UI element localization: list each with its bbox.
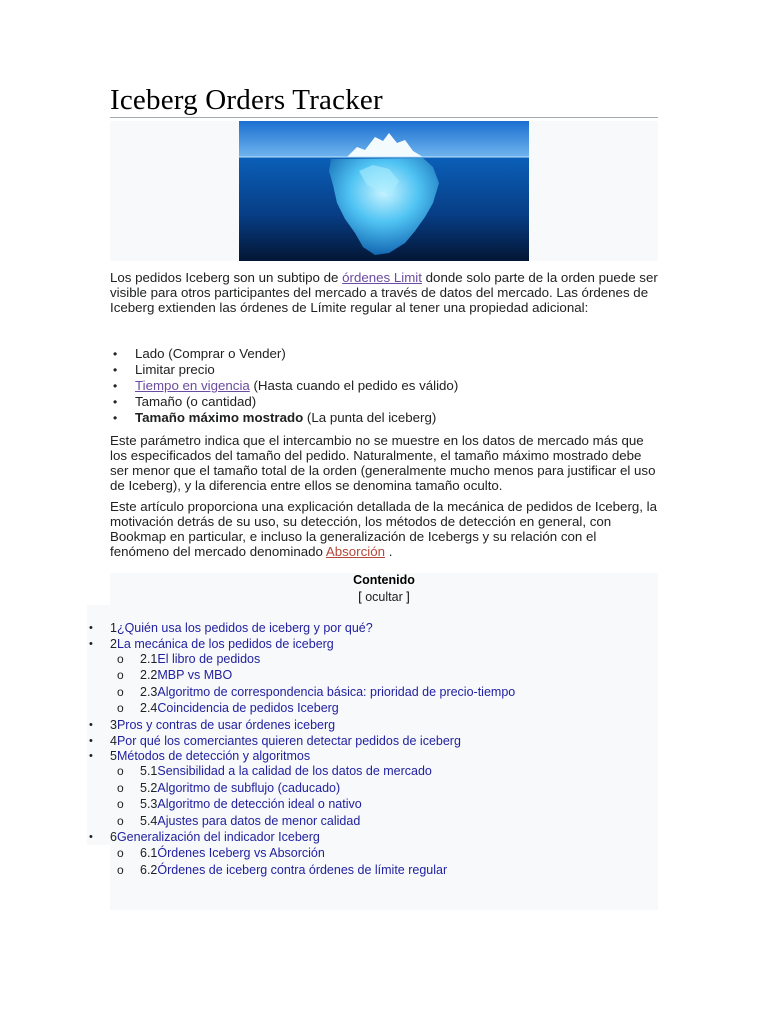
toc-item-marker: • (89, 831, 93, 843)
list-item: • Tamaño (o cantidad) (110, 394, 458, 410)
toc-hide-label[interactable]: ocultar (365, 590, 403, 604)
toc-item-marker: • (89, 622, 93, 634)
toc-item[interactable] (140, 764, 432, 779)
list-item: • Tamaño máximo mostrado (La punta del iceberg) (110, 410, 458, 426)
intro-text: Los pedidos Iceberg son un subtipo de (110, 270, 343, 285)
toc-item-number: 2.2 (140, 668, 158, 682)
toc-subitem-marker: o (117, 797, 124, 811)
toc-item-number: 1 (110, 621, 117, 635)
toc-item-number: 5.2 (140, 781, 158, 795)
article-overview-paragraph: Este artículo proporciona una explicación detallada de la mecánica de pedidos de Iceberg, la motivación detrás de su uso, su detección, los métodos de detección en general, con Bookmap en particular, e incluso la generalización de Icebergs y su relación con el fenómeno del mercado denominado Absorción . (110, 499, 658, 559)
toc-item-marker: • (89, 750, 93, 762)
toc-item-number: 5 (110, 749, 117, 763)
toc-subitem-marker: o (117, 668, 124, 682)
toc-item-link[interactable]: La mecánica de los pedidos de iceberg (116, 637, 334, 651)
toc-item-number: 5.3 (140, 797, 158, 811)
toc-item-link[interactable]: Órdenes Iceberg vs Absorción (157, 846, 325, 860)
toc-item[interactable] (110, 749, 310, 764)
toc-subitem-marker: o (117, 701, 124, 715)
intro-paragraph (110, 271, 658, 316)
toc-subitem-marker: o (117, 863, 124, 877)
toc-item-number: 6.2 (140, 863, 158, 877)
order-properties-list (110, 346, 458, 426)
toc-item[interactable] (110, 637, 334, 652)
parameter-paragraph: Este parámetro indica que el intercambio no se muestre en los datos de mercado más que los especificados del tamaño del pedido. Naturalmente, el tamaño máximo mostrado debe ser menor que el tamaño total de la orden (generalmente mucho menos para justificar el uso de Iceberg), y la diferencia entre ellos se denomina tamaño oculto. (110, 433, 656, 493)
toc-item-link[interactable]: Pros y contras de usar órdenes iceberg (116, 718, 336, 732)
toc-item-link[interactable]: Algoritmo de correspondencia básica: prioridad de precio-tiempo (157, 685, 516, 699)
toc-item-number: 2.4 (140, 701, 158, 715)
toc-item[interactable] (140, 668, 232, 683)
toc-title: Contenido (353, 573, 415, 587)
toc-item-link[interactable]: Sensibilidad a la calidad de los datos de mercado (157, 764, 432, 778)
toc-item-link[interactable]: Algoritmo de subflujo (caducado) (157, 781, 341, 795)
toc-item-link[interactable]: Por qué los comerciantes quieren detectar pedidos de iceberg (116, 734, 461, 748)
toc-item-number: 4 (110, 734, 117, 748)
toc-item-link[interactable]: El libro de pedidos (157, 652, 261, 666)
toc-item-number: 5.4 (140, 814, 158, 828)
toc-item-link[interactable]: Órdenes de iceberg contra órdenes de límite regular (157, 863, 448, 877)
toc-subitem-marker: o (117, 764, 124, 778)
toc-item[interactable] (140, 701, 339, 716)
toc-item[interactable] (140, 781, 340, 796)
tiempo-en-vigencia-link[interactable]: Tiempo en vigencia (135, 378, 250, 393)
toc-item[interactable] (110, 621, 373, 636)
toc-item-number: 2 (110, 637, 117, 651)
iceberg-image (239, 121, 529, 261)
toc-item[interactable] (140, 863, 447, 878)
toc-item[interactable] (110, 718, 335, 733)
absorcion-link[interactable]: Absorción (325, 543, 385, 559)
toc-subitem-marker: o (117, 685, 124, 699)
toc-subitem-marker: o (117, 846, 124, 860)
toc-item[interactable] (110, 830, 320, 845)
toc-item[interactable] (140, 846, 325, 861)
toc-item[interactable] (140, 652, 260, 667)
list-item: • Limitar precio (110, 362, 458, 378)
toc-item-number: 2.3 (140, 685, 158, 699)
toc-item-number: 5.1 (140, 764, 158, 778)
toc-item-link[interactable]: Ajustes para datos de menor calidad (157, 814, 361, 828)
toc-item-link[interactable]: Coincidencia de pedidos Iceberg (157, 701, 339, 715)
iceberg-image-frame (110, 121, 658, 261)
toc-item-link[interactable]: ¿Quién usa los pedidos de iceberg y por qué? (116, 621, 373, 635)
toc-item-marker: • (89, 638, 93, 650)
toc-hide-toggle[interactable]: [ ocultar ] (358, 590, 410, 604)
toc-item-link[interactable]: MBP vs MBO (157, 668, 233, 682)
toc-item-number: 3 (110, 718, 117, 732)
toc-item-link[interactable]: Algoritmo de detección ideal o nativo (157, 797, 362, 811)
toc-item-marker: • (89, 735, 93, 747)
ordenes-limit-link[interactable]: órdenes Limit (342, 270, 422, 285)
list-item: • Lado (Comprar o Vender) (110, 346, 458, 362)
toc-item-link[interactable]: Métodos de detección y algoritmos (116, 749, 311, 763)
toc-item-number: 2.1 (140, 652, 158, 666)
toc-item[interactable] (140, 685, 515, 700)
toc-item-marker: • (89, 719, 93, 731)
page-title: Iceberg Orders Tracker (110, 84, 383, 116)
list-item: • Tiempo en vigencia (Hasta cuando el pedido es válido) (110, 378, 458, 394)
toc-item[interactable] (140, 814, 360, 829)
title-divider (110, 117, 658, 118)
toc-item-number: 6.1 (140, 846, 158, 860)
toc-item-link[interactable]: Generalización del indicador Iceberg (116, 830, 320, 844)
toc-item-number: 6 (110, 830, 117, 844)
toc-item[interactable] (110, 734, 461, 749)
toc-subitem-marker: o (117, 814, 124, 828)
intro-text-continued: donde solo parte de la orden puede ser visible para otros participantes del mercado a través de datos del mercado. Las órdenes de Iceberg extienden las órdenes de Límite regular al tener una propiedad adicional: (110, 270, 658, 315)
toc-item[interactable] (140, 797, 362, 812)
toc-subitem-marker: o (117, 652, 124, 666)
toc-subitem-marker: o (117, 781, 124, 795)
